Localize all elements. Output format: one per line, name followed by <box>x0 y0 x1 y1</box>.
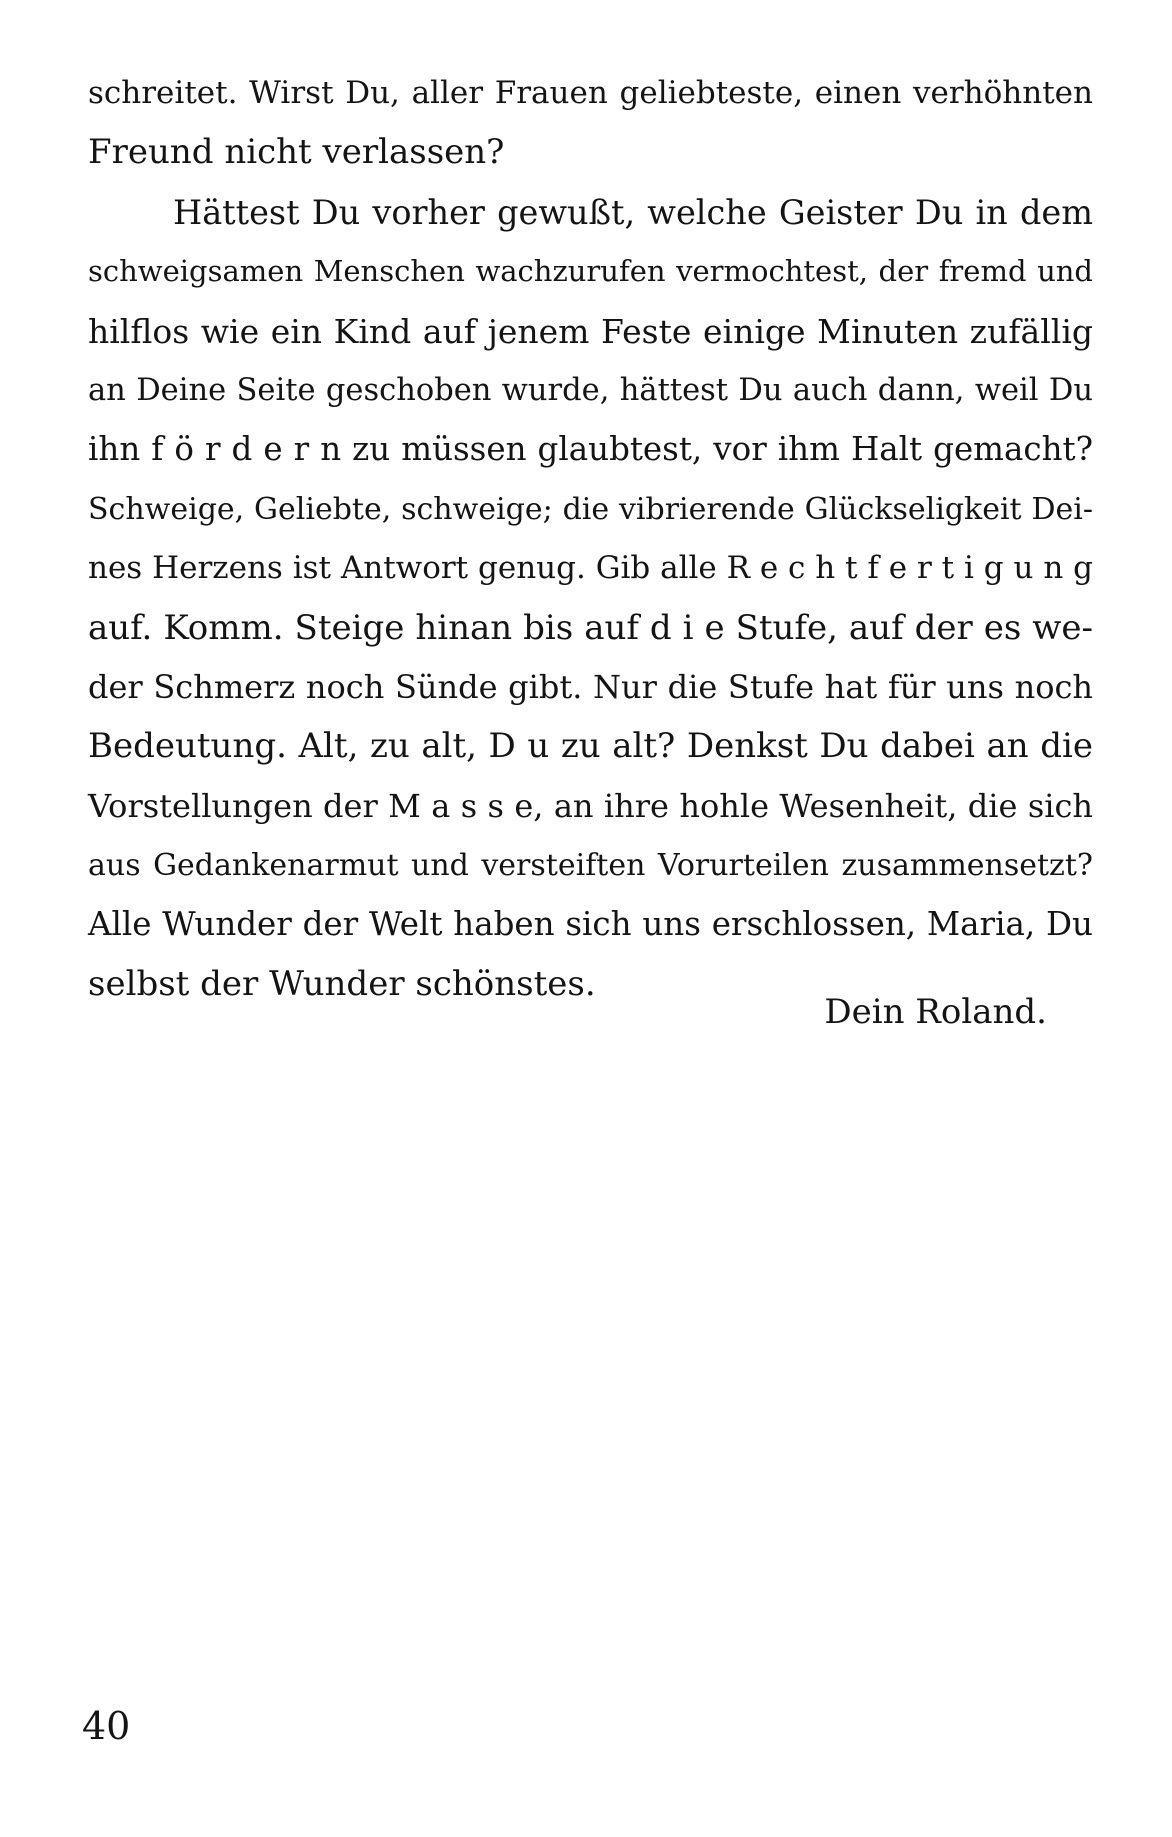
text-line: Hättest Du vorher gewußt, welche Geister Du in dem <box>173 192 1093 232</box>
letter-body <box>88 64 1093 1014</box>
text-line: auf. Komm. Steige hinan bis auf d i e Stufe, auf der es we- <box>88 607 1093 648</box>
text-line: selbst der Wunder schönstes. <box>88 963 596 1004</box>
text-line: Vorstellungen der M a s s e, an ihre hohle Wesenheit, die sich <box>88 786 1093 825</box>
text-line: schreitet. Wirst Du, aller Frauen geliebteste, einen verhöhnten <box>88 75 1093 111</box>
page-number: 40 <box>82 1704 131 1748</box>
text-line: aus Gedankenarmut und versteiften Vorurteilen zusammensetzt? <box>88 848 1093 884</box>
text-line: nes Herzens ist Antwort genug. Gib alle R e c h t f e r t i g u n g <box>88 550 1093 587</box>
text-line: hilflos wie ein Kind auf jenem Feste einige Minuten zufällig <box>88 311 1093 351</box>
text-line: der Schmerz noch Sünde gibt. Nur die Stufe hat für uns noch <box>88 667 1093 706</box>
signature: Dein Roland. <box>824 992 1047 1032</box>
text-line: Bedeutung. Alt, zu alt, D u zu alt? Denkst Du dabei an die <box>88 726 1093 767</box>
text-line: ihn f ö r d e r n zu müssen glaubtest, vor ihm Halt gemacht? <box>88 430 1093 469</box>
text-line: Alle Wunder der Welt haben sich uns erschlossen, Maria, Du <box>88 905 1093 944</box>
text-line: an Deine Seite geschoben wurde, hättest Du auch dann, weil Du <box>88 372 1093 408</box>
text-line: schweigsamen Menschen wachzurufen vermochtest, der fremd und <box>88 254 1093 289</box>
text-line: Schweige, Geliebte, schweige; die vibrierende Glückseligkeit Dei- <box>88 491 1093 527</box>
text-line: Freund nicht verlassen? <box>88 132 505 173</box>
